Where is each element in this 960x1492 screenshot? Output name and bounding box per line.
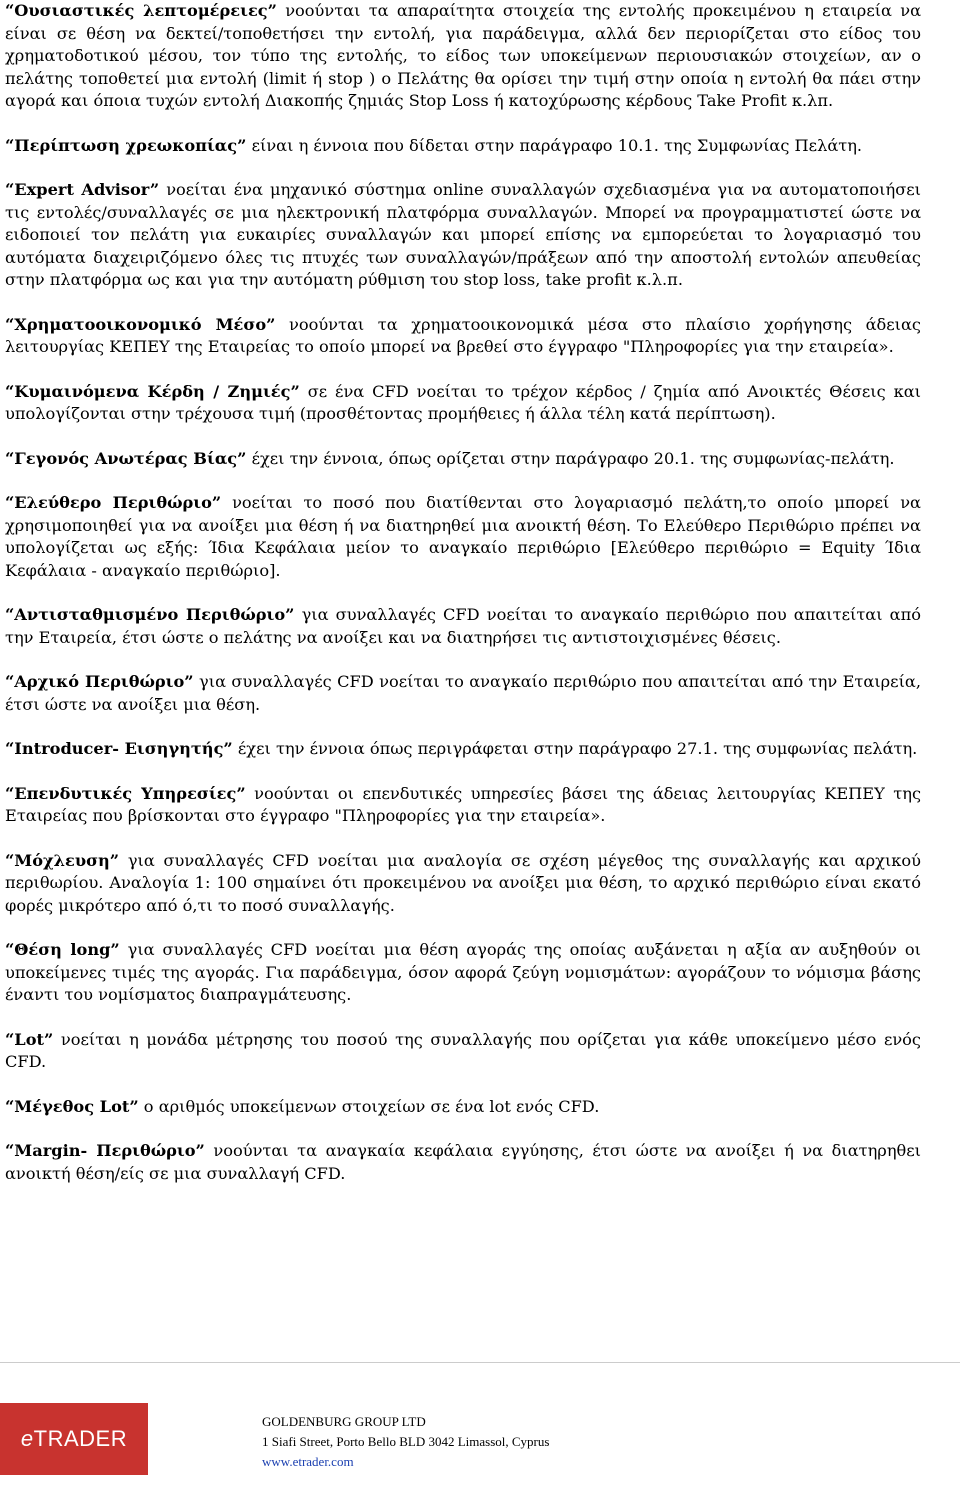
definition-text: νοούνται τα αναγκαία κεφάλαια εγγύησης, έτσι ώστε να ανοίξει ή να διατηρηθει ανοικτή θέση/είς σε μια συναλλαγή CFD. — [5, 1141, 922, 1183]
definition-term: “Margin- Περιθώριο” — [5, 1141, 205, 1160]
definition-text: νοούνται τα χρηματοοικονομικά μέσα στο πλαίσιο χορήγησης άδειας λειτουργίας ΚΕΠΕΥ της Εταιρείας το οποίο μπορεί να βρεθεί στο έγγραφο "Πληροφορίες για την εταιρεία». — [5, 314, 921, 356]
definition-term: “Αντισταθμισμένο Περιθώριο” — [5, 605, 295, 624]
definition-paragraph — [5, 1140, 921, 1185]
definition-text: για συναλλαγές CFD νοείται μια θέση αγοράς της οποίας αυξάνεται η αξία αν αυξηθούν οι υποκείμενες τιμές της αγοράς. Για παράδειγμα, όσον αφορά ζεύγη νομισμάτων: αγοράζουν το νόμισμα βάσης έναντι του νομίσματος διαπραγμάτευσης. — [5, 940, 921, 1004]
definition-paragraph — [5, 783, 921, 828]
definition-text: για συναλλαγές CFD νοείται το αναγκαίο περιθώριο που απαιτείται από την Εταιρεία, έτσι ώστε να ανοίξει μια θέση. — [5, 672, 921, 714]
definition-text: για συναλλαγές CFD νοείται το αναγκαίο περιθώριο που απαιτείται από την Εταιρεία, έτσι ώστε ο πελάτης να ανοίξει και να διατηρήσει τις αντιστοιχισμένες θέσεις. — [5, 605, 921, 647]
footer-divider — [0, 1362, 960, 1363]
definition-paragraph — [5, 135, 921, 158]
definition-term: “Ελεύθερο Περιθώριο” — [5, 493, 222, 512]
definition-term: “Lot” — [5, 1029, 54, 1049]
definition-paragraph — [5, 381, 921, 426]
company-name: GOLDENBURG GROUP LTD — [262, 1414, 426, 1429]
definition-paragraph — [5, 850, 921, 918]
definition-text: νοείται το ποσό που διατίθενται στο λογαριασμό πελάτη,το οποίο μπορεί να χρησιμοποιηθεί για να ανοίξει μια θέση ή να διατηρηθεί μια ανοικτή θέση. Το Ελεύθερο Περιθώριο πρέπει να υπολογίζεται ως εξής: Ίδια Κεφάλαια μείον το αναγκαίο περιθώριο [Ελεύθερο περιθώριο = Equity Ίδια Κεφάλαια - αναγκαίο περιθώριο]. — [5, 493, 921, 580]
definition-paragraph — [5, 671, 921, 716]
definition-text: είναι η έννοια που δίδεται στην παράγραφο 10.1. της Συμφωνίας Πελάτη. — [246, 135, 863, 155]
definition-paragraph — [5, 738, 921, 761]
definition-text: για συναλλαγές CFD νοείται μια αναλογία σε σχέση μέγεθος της συναλλαγής και αρχικού περιθωρίου. Αναλογία 1: 100 σημαίνει ότι προκειμένου να ανοίξει μια θέση, το αρχικό περιθώριο είναι εκατό φορές μικρότερο από ό,τι το ποσό συναλλαγής. — [5, 850, 921, 915]
definition-term: “Introducer- Εισηγητής” — [5, 739, 233, 758]
definition-term: “Μόχλευση” — [5, 850, 120, 870]
company-address: 1 Siafi Street, Porto Bello BLD 3042 Limassol, Cyprus — [262, 1434, 550, 1449]
definition-text: ο αριθμός υποκείμενων στοιχείων σε ένα lot ενός CFD. — [138, 1096, 600, 1116]
definition-text: έχει την έννοια όπως περιγράφεται στην παράγραφο 27.1. της συμφωνίας πελάτη. — [232, 739, 918, 758]
definition-paragraph — [5, 604, 921, 649]
definition-text: σε ένα CFD νοείται το τρέχον κέρδος / ζημία από Ανοικτές Θέσεις και υπολογίζονται στην τρέχουσα τιμή (προσθέτοντας προμήθειες ή άλλα τέλη κατά περίπτωση). — [5, 381, 921, 423]
company-website-link[interactable]: www.etrader.com — [262, 1454, 354, 1469]
company-info — [262, 1412, 549, 1472]
definition-paragraph — [5, 314, 921, 359]
definition-paragraph — [5, 179, 921, 292]
definition-term: “Γεγονός Ανωτέρας Βίας” — [5, 448, 247, 468]
definition-text: νοούνται οι επενδυτικές υπηρεσίες βάσει της άδειας λειτουργίας ΚΕΠΕΥ της Εταιρείας που βρίσκονται στο έγγραφο "Πληροφορίες για την εταιρεία». — [5, 783, 922, 825]
etrader-logo — [0, 1403, 148, 1475]
definition-paragraph — [5, 0, 921, 113]
definition-term: “Θέση long” — [5, 940, 120, 959]
definition-paragraph — [5, 448, 921, 471]
document-body — [5, 0, 921, 1185]
definition-paragraph — [5, 1096, 921, 1119]
definition-term: “Κυμαινόμενα Κέρδη / Ζημιές” — [5, 381, 300, 401]
definition-text: έχει την έννοια, όπως ορίζεται στην παράγραφο 20.1. της συμφωνίας-πελάτη. — [246, 448, 895, 468]
definition-term: “Expert Advisor” — [5, 180, 160, 199]
definition-text: νοείται η μονάδα μέτρησης του ποσού της συναλλαγής που ορίζεται για κάθε υποκείμενο μέσο ενός CFD. — [5, 1029, 921, 1071]
definition-paragraph — [5, 492, 921, 582]
definition-paragraph — [5, 1029, 921, 1074]
definition-text: νοούνται τα απαραίτητα στοιχεία της εντολής προκειμένου η εταιρεία να είναι σε θέση να δεκτεί/τοποθετήσει την εντολή, για παράδειγμα, αλλά δεν περιορίζεται στο είδος του χρηματοδοτικού μέσου, τον τύπο της εντολής, το είδος των υποκείμενων περιουσιακών στοιχείων, αν ο πελάτης τοποθετεί μια εντολή (limit ή stop ) ο Πελάτης θα ορίσει την τιμή στην οποία η εντολή θα πάει στην αγορά και όποια τυχών εντολή Διακοπής ζημιάς Stop Loss ή κατοχύρωσης κέρδους Take Profit κ.λπ. — [5, 1, 921, 110]
logo-wordmark: eTRADER — [20, 1426, 128, 1451]
definition-term: “Μέγεθος Lot” — [5, 1096, 139, 1116]
definition-text: νοείται ένα μηχανικό σύστημα online συναλλαγών σχεδιασμένα για να αυτοματοποιήσει τις εντολές/συναλλαγές σε μια ηλεκτρονική πλατφόρμα συναλλαγών. Μπορεί να προγραμματιστεί ώστε να ειδοποιεί τον πελάτη για ευκαιρίες συναλλαγών και μπορεί επίσης να εμπορεύεται το λογαριασμό του αυτόματα διαχειριζόμενο όλες τις πτυχές των συναλλαγών/πράξεων από την αποστολή εντολών απευθείας στην πλατφόρμα ως και για την αυτόματη ρύθμιση του stop loss, take profit κ.λ.π. — [5, 180, 921, 289]
definition-term: “Χρηματοοικονομικό Μέσο” — [5, 314, 276, 334]
definition-paragraph — [5, 939, 921, 1007]
definition-term: “Περίπτωση χρεωκοπίας” — [5, 135, 247, 155]
definition-term: “Ουσιαστικές λεπτομέρειες” — [5, 1, 277, 20]
definition-term: “Επενδυτικές Υπηρεσίες” — [5, 783, 246, 803]
definition-term: “Αρχικό Περιθώριο” — [5, 672, 194, 691]
